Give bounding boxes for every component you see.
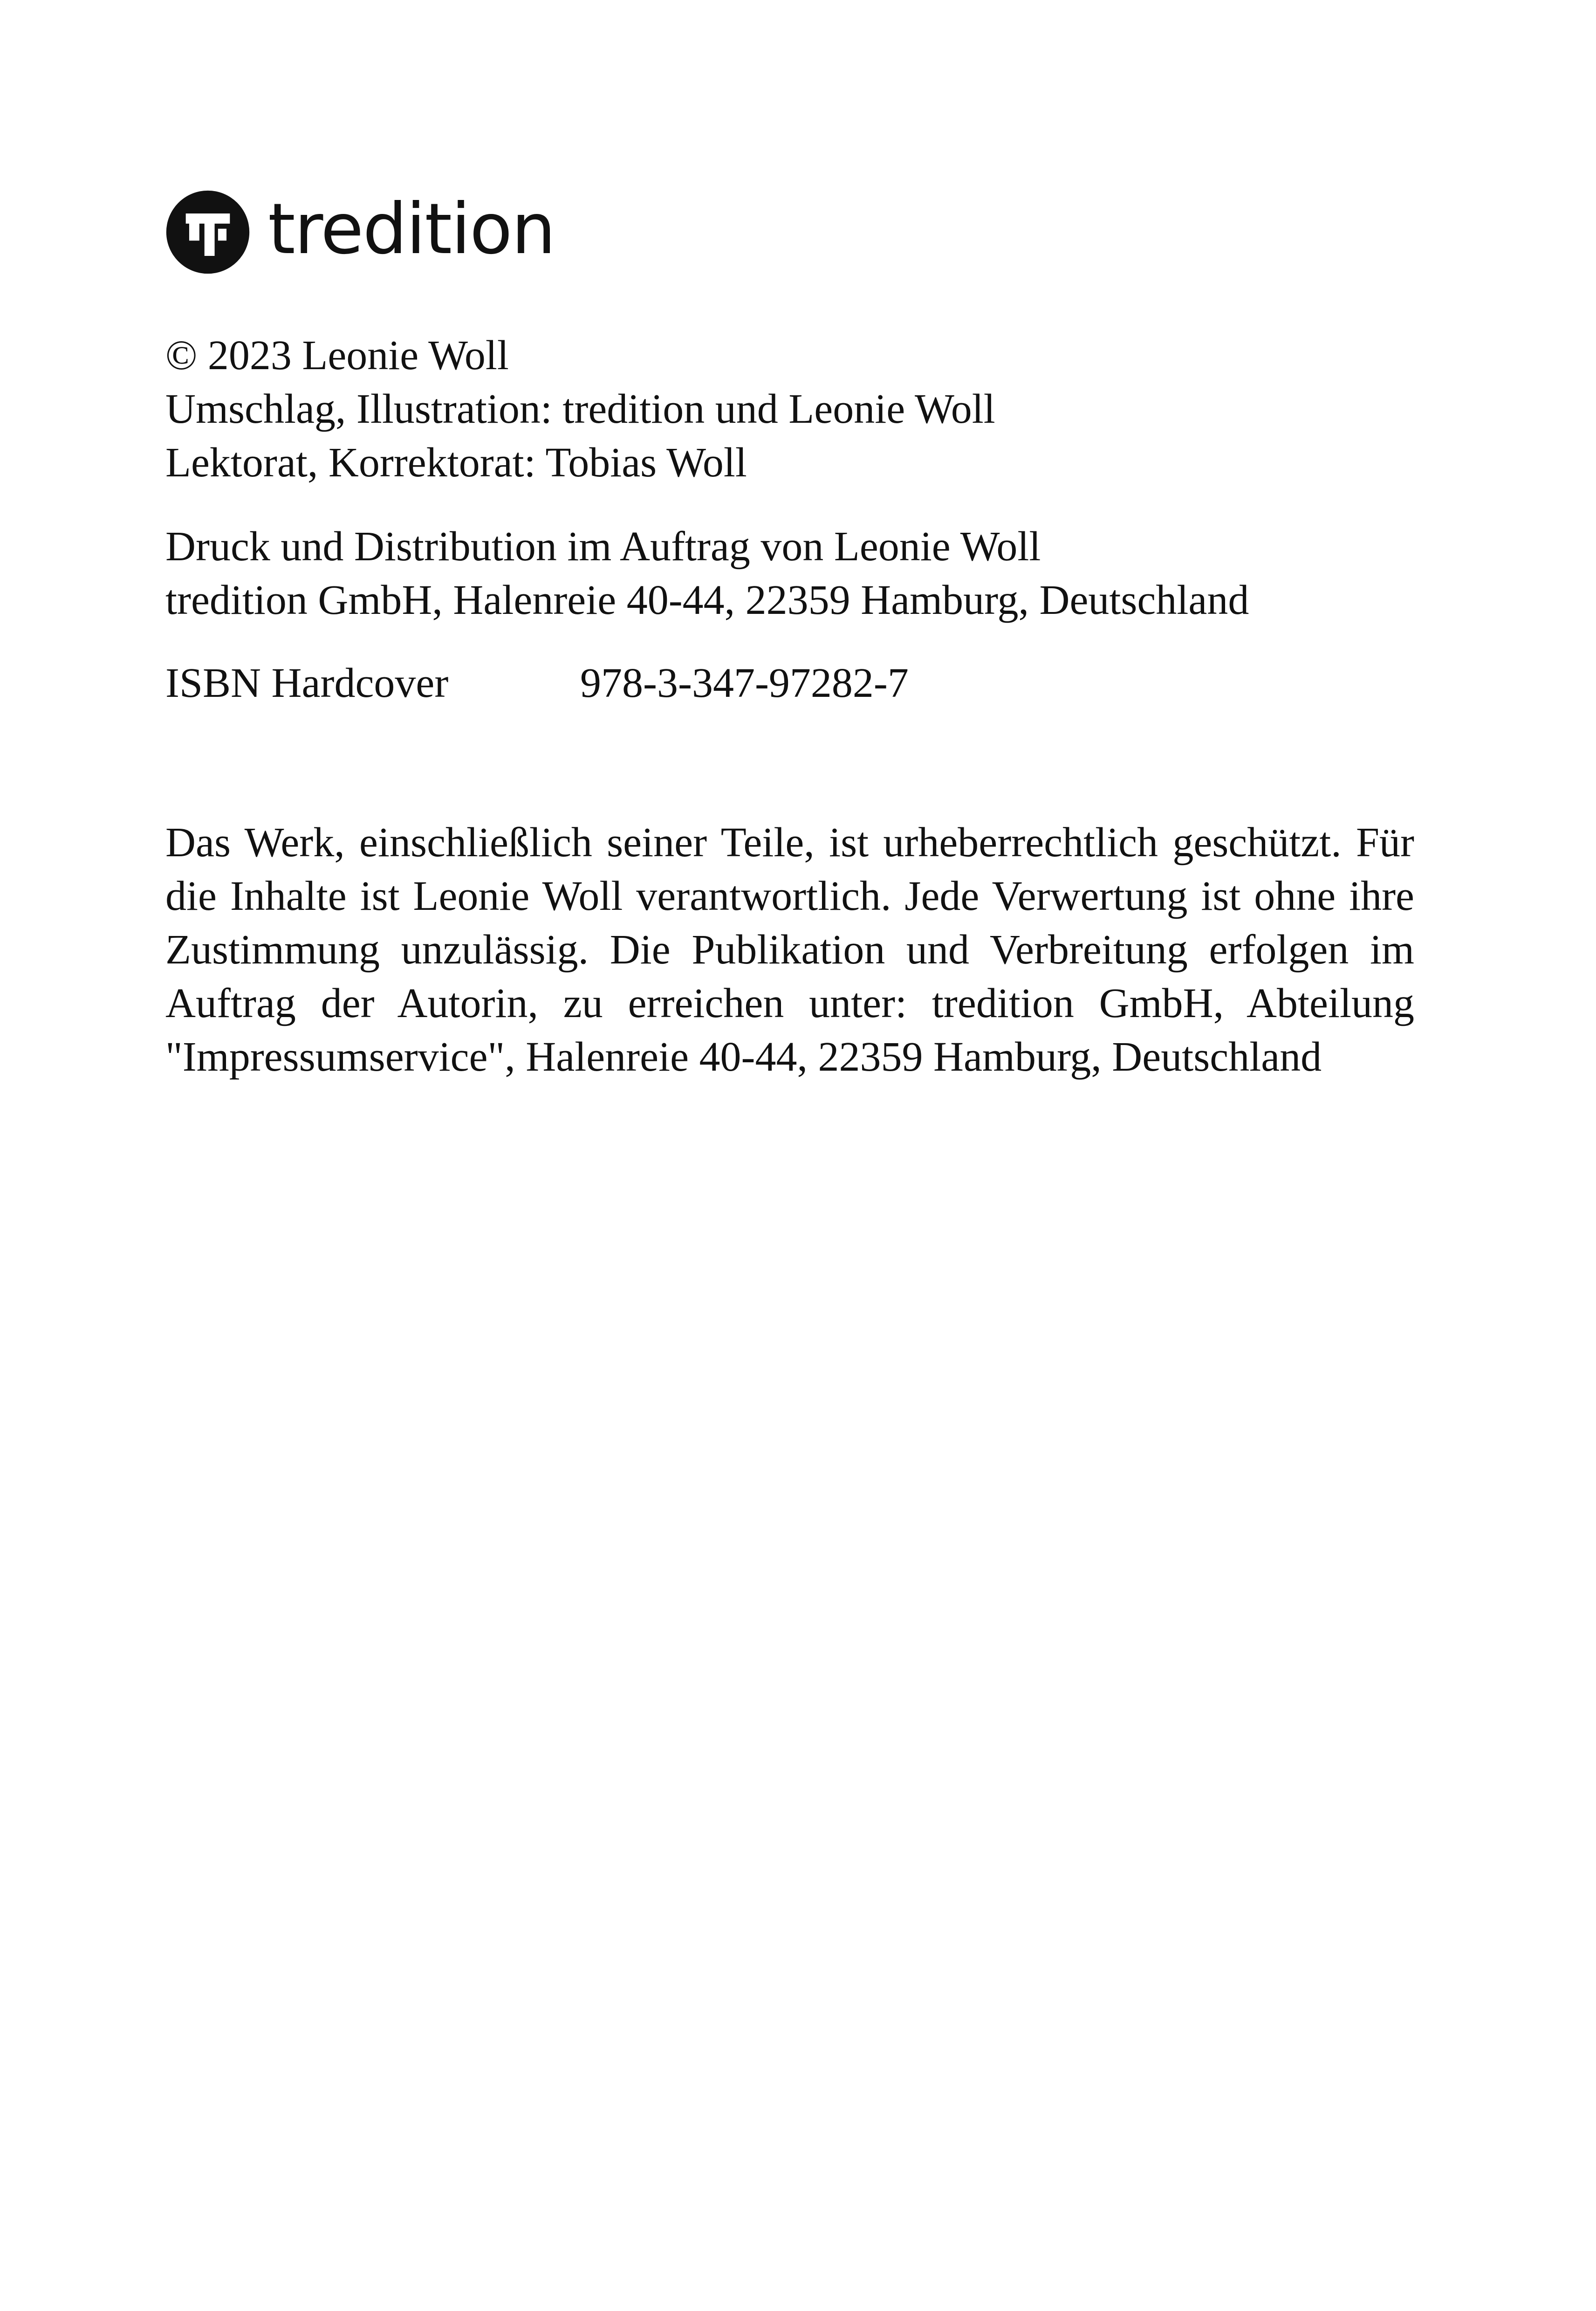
- isbn-row: [165, 656, 1414, 710]
- isbn-value: 978-3-347-97282-7: [580, 660, 909, 706]
- publisher-logo: [165, 189, 555, 275]
- tredition-logo-icon: [165, 190, 250, 275]
- print-block: [165, 520, 1414, 627]
- credits-block: [165, 329, 1414, 489]
- print-line-1: Druck und Distribution im Auftrag von Leonie Woll: [165, 523, 1041, 570]
- copyright-line: © 2023 Leonie Woll: [165, 332, 509, 378]
- editing-credit-line: Lektorat, Korrektorat: Tobias Woll: [165, 440, 747, 486]
- print-line-2: tredition GmbH, Halenreie 40-44, 22359 Hamburg, Deutschland: [165, 577, 1249, 623]
- logo-wordmark: tredition: [268, 188, 555, 270]
- rights-paragraph: Das Werk, einschließlich seiner Teile, ist urheberrechtlich geschützt. Für die Inhalte ist Leonie Woll verantwortlich. Jede Verwertung ist ohne ihre Zustimmung unzulässig. Die Publikation und Verbreitung erfolgen im Auftrag der Autorin, zu erreichen unter: tredition GmbH, Abteilung "Impressumservice", Halenreie 40-44, 22359 Hamburg, Deutschland: [165, 819, 1414, 1080]
- cover-credit-line: Umschlag, Illustration: tredition und Leonie Woll: [165, 386, 995, 432]
- isbn-label: ISBN Hardcover: [165, 660, 449, 706]
